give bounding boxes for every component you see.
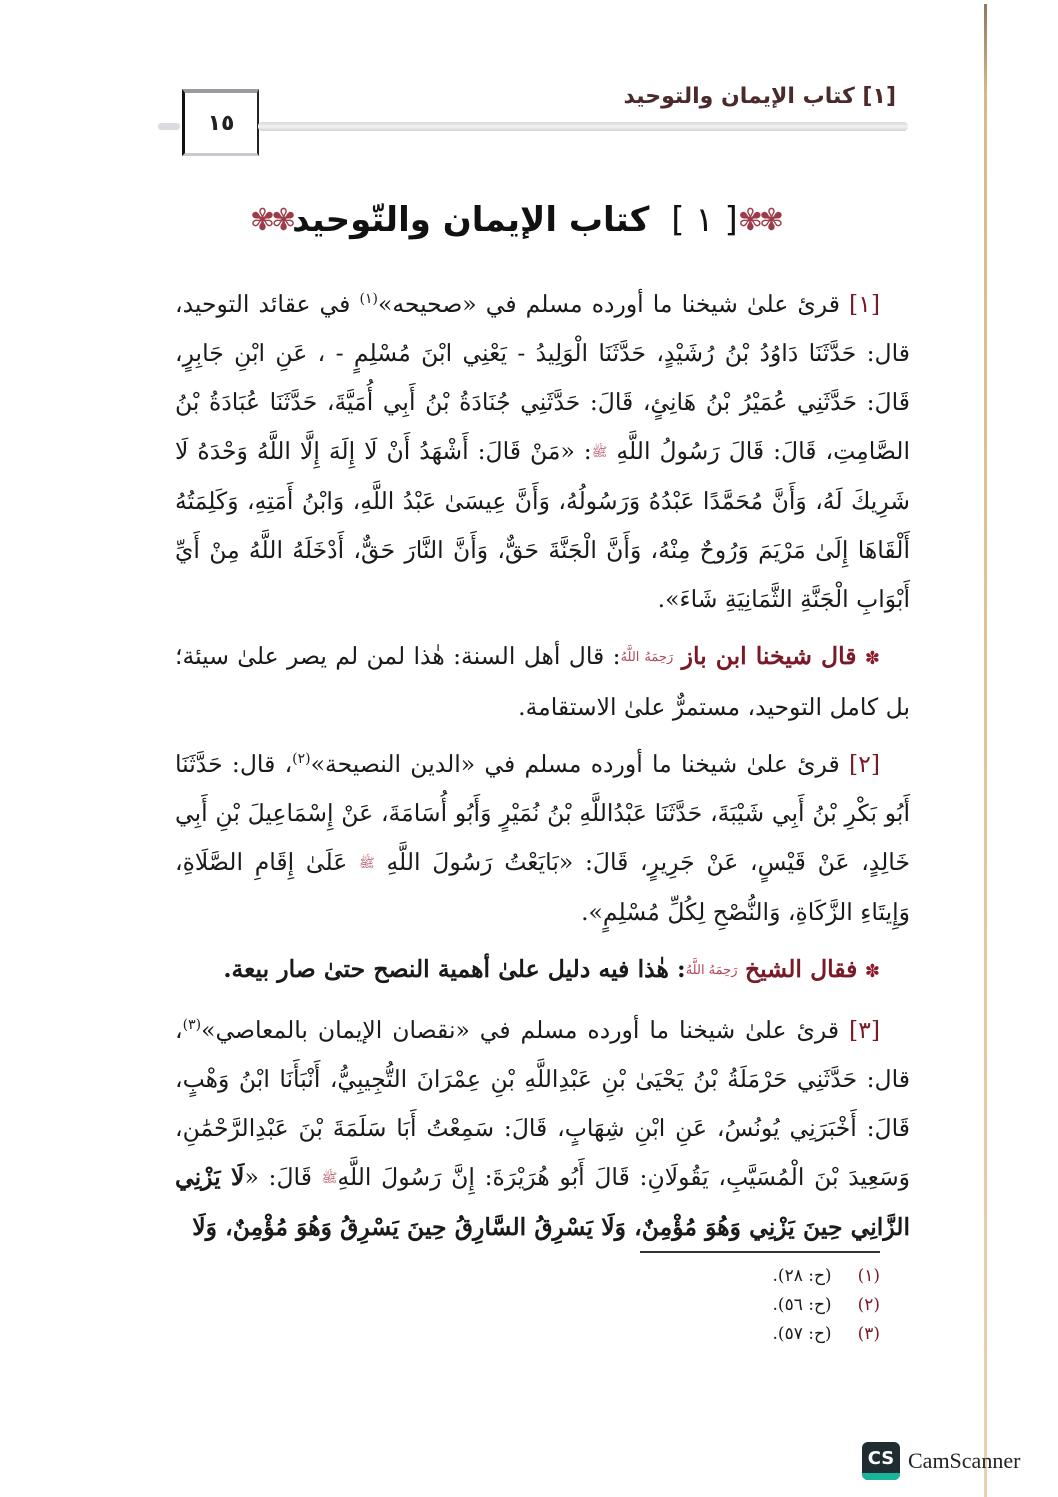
hadith-text: ، قال: حَدَّثَنَا [175, 750, 293, 778]
hadith-text: شَرِيكَ لَهُ، وَأَنَّ مُحَمَّدًا عَبْدُهُ وَرَسُولُهُ، وَأَنَّ عِيسَىٰ عَبْدُ اللَّهِ، وَابْنُ أَمَتِهِ، وَكَلِمَتُهُ [175, 487, 910, 515]
hadith-text: قال: حَدَّثَنِي حَرْمَلَةُ بْنُ يَحْيَىٰ بْنِ عَبْدِاللَّهِ بْنِ عِمْرَانَ التُّجِيبِيُّ، أَنْبَأَنَا ابْنُ وَهْبٍ، [175, 1065, 910, 1093]
floral-ornament-icon: ✾✾ [737, 202, 780, 238]
chapter-number: [ ١ ] [671, 200, 738, 240]
hadith-number: [١] [849, 290, 880, 318]
hadith-text: ، [175, 1016, 183, 1044]
footnote-item [640, 1291, 880, 1320]
hadith-text: وَإِيتَاءِ الزَّكَاةِ، وَالنُّصْحِ لِكُلِّ مُسْلِمٍ». [581, 898, 910, 926]
footnote-item [640, 1262, 880, 1291]
running-title: [١] كتاب الإيمان والتوحيد [623, 84, 896, 109]
footnote-text: (ح: ٥٦). [772, 1295, 832, 1315]
hadith-text: أَبُو بَكْرِ بْنُ أَبِي شَيْبَةَ، حَدَّثَنَا عَبْدُاللَّهِ بْنُ نُمَيْرٍ وَأَبُو أُسَامَةَ، عَنْ إِسْمَاعِيلَ بْنِ أَبِي [175, 799, 910, 827]
footnote-number: (١) [857, 1266, 880, 1286]
footnote-ref[interactable]: (٢) [292, 751, 311, 768]
floral-ornament-icon: ✾✾ [249, 202, 293, 238]
flower-bullet-icon: ✽ [864, 648, 880, 669]
hadith-text: أَبْوَابِ الْجَنَّةِ الثَّمَانِيَةِ شَاءَ». [657, 585, 910, 613]
hadith-quote-bold: الزَّانِي حِينَ يَزْنِي وَهُوَ مُؤْمِنٌ، وَلَا يَسْرِقُ السَّارِقُ حِينَ يَسْرِقُ وَهُوَ مُؤْمِنٌ، وَلَا [192, 1213, 910, 1241]
hadith-text: قَالَ: حَدَّثَنِي عُمَيْرُ بْنُ هَانِئٍ، قَالَ: حَدَّثَنِي جُنَادَةُ بْنُ أَبِي أُمَيَّةَ، حَدَّثَنَا عُبَادَةُ بْنُ [175, 388, 910, 416]
hadith-text: قَالَ: أَخْبَرَنِي يُونُسُ، عَنِ ابْنِ شِهَابٍ، قَالَ: سَمِعْتُ أَبَا سَلَمَةَ بْنَ عَبْدِالرَّحْمَٰنِ، [175, 1114, 910, 1142]
hadith-text: قرئ علىٰ شيخنا ما أورده مسلم في «نقصان الإيمان بالمعاصي» [201, 1016, 840, 1044]
footnotes [640, 1262, 880, 1349]
salutation-icon: ﷺ [591, 445, 608, 460]
hadith-text: عَلَىٰ إِقَامِ الصَّلَاةِ، [175, 848, 348, 876]
logo-text: CS [867, 1447, 895, 1469]
chapter-heading [249, 190, 780, 250]
hadith-text: في عقائد التوحيد، [175, 290, 351, 318]
footnote-text: (ح: ٢٨). [772, 1266, 832, 1286]
hadith-text: قال: حَدَّثَنَا دَاوُدُ بْنُ رُشَيْدٍ، حَدَّثَنَا الْوَلِيدُ - يَعْنِي ابْنَ مُسْلِمٍ - ، عَنِ ابْنِ جَابِرٍ، [175, 339, 910, 367]
hadith-text: أَلْقَاهَا إِلَىٰ مَرْيَمَ وَرُوحٌ مِنْهُ، وَأَنَّ الْجَنَّةَ حَقٌّ، وَأَنَّ النَّارَ حَقٌّ، أَدْخَلَهُ اللَّهُ مِنْ أَيِّ [175, 536, 910, 564]
hadith-2 [175, 740, 910, 937]
hadith-text: قَالَ: « [244, 1163, 312, 1191]
hadith-text: قرئ علىٰ شيخنا ما أورده مسلم في «صحيحه» [377, 290, 840, 318]
comment-speaker: فقال الشيخ [744, 955, 858, 983]
honorific: رَحِمَهُ اللَّهُ [685, 963, 738, 978]
footnote-number: (٢) [857, 1295, 880, 1315]
header-rule-stub [158, 123, 180, 130]
footnote-ref[interactable]: (١) [359, 291, 378, 308]
hadith-text: قرئ علىٰ شيخنا ما أورده مسلم في «الدين النصيحة» [310, 750, 840, 778]
hadith-number: [٢] [849, 750, 880, 778]
comment-1 [175, 632, 910, 732]
footnote-ref[interactable]: (٣) [182, 1017, 202, 1034]
footnote-separator [640, 1251, 880, 1253]
camscanner-watermark [862, 1442, 1020, 1480]
page-number: ١٥ [182, 89, 259, 156]
honorific: رَحِمَهُ اللَّهُ [620, 650, 674, 665]
salutation-icon: ﷺ [321, 1171, 338, 1186]
comment-2 [175, 945, 910, 996]
hadith-text: الصَّامِتِ، قَالَ: قَالَ رَسُولُ اللَّهِ [616, 437, 910, 465]
page-body [175, 280, 910, 1252]
hadith-number: [٣] [849, 1016, 880, 1044]
running-header [158, 82, 908, 152]
book-spine-edge [984, 4, 987, 1497]
flower-bullet-icon: ✽ [864, 961, 880, 982]
footnote-item [640, 1320, 880, 1349]
footnote-text: (ح: ٥٧). [772, 1324, 832, 1344]
comment-text: : هٰذا فيه دليل علىٰ أهمية النصح حتىٰ صار بيعة. [223, 955, 686, 983]
comment-speaker: قال شيخنا ابن باز [681, 642, 857, 670]
comment-text: : قال أهل السنة: هٰذا لمن لم يصر علىٰ سيئة؛ بل كامل التوحيد، مستمرٌّ علىٰ الاستقامة. [175, 642, 910, 721]
header-rule [258, 122, 908, 131]
chapter-title-text: كتاب الإيمان والتّوحيد [292, 200, 650, 240]
camscanner-logo-icon [862, 1442, 900, 1480]
hadith-text: خَالِدٍ، عَنْ قَيْسٍ، عَنْ جَرِيرٍ، قَالَ: «بَايَعْتُ رَسُولَ اللَّهِ [386, 848, 910, 876]
camscanner-name: CamScanner [908, 1448, 1021, 1473]
chapter-title [292, 200, 738, 240]
footnote-number: (٣) [857, 1324, 880, 1344]
hadith-text: وَسَعِيدَ بْنَ الْمُسَيَّبِ، يَقُولَانِ: قَالَ أَبُو هُرَيْرَةَ: إِنَّ رَسُولَ اللَّهِ [337, 1163, 911, 1191]
hadith-text: : «مَنْ قَالَ: أَشْهَدُ أَنْ لَا إِلَهَ إِلَّا اللَّهُ وَحْدَهُ لَا [175, 437, 592, 465]
salutation-icon: ﷺ [359, 856, 375, 871]
hadith-1 [175, 280, 910, 624]
hadith-3 [175, 1006, 910, 1252]
hadith-quote-bold: لَا يَزْنِي [175, 1163, 245, 1191]
